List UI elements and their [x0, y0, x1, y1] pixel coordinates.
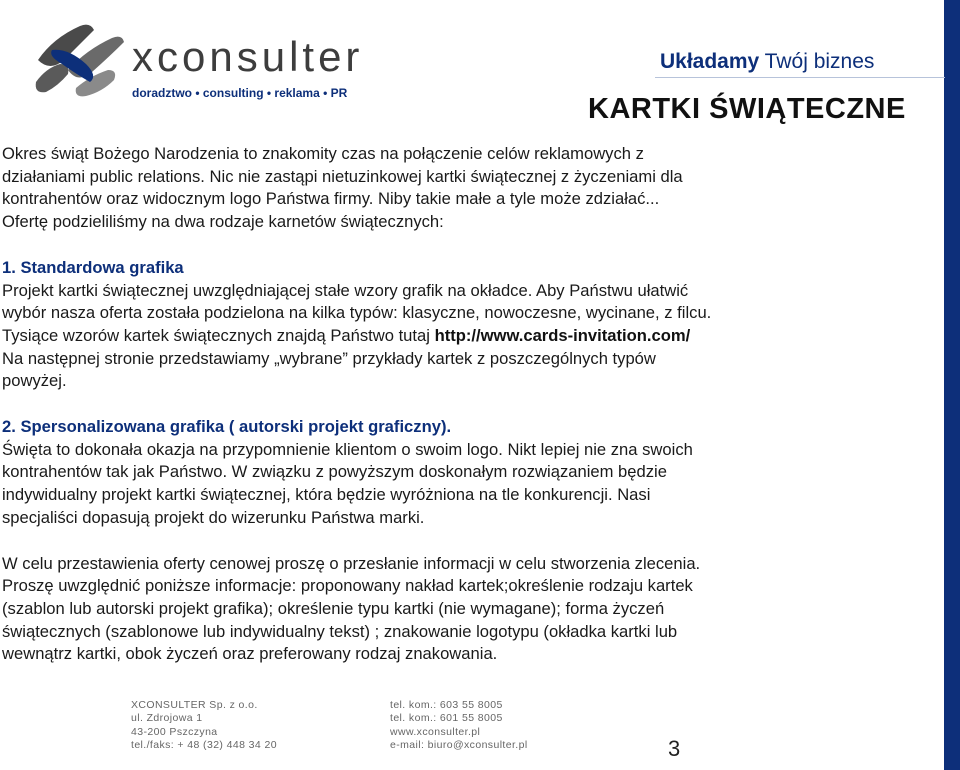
section-2-line: kontrahentów tak jak Państwo. W związku z powyższym doskonałym rozwiązaniem będzie: [2, 462, 667, 482]
section-1-line: Projekt kartki świątecznej uwzględniającej stałe wzory grafik na okładce. Aby Państwu ułatwić: [2, 280, 689, 300]
brand-tagline: doradztwo • consulting • reklama • PR: [132, 86, 348, 100]
cards-invitation-link[interactable]: http://www.cards-invitation.com/: [434, 325, 691, 345]
intro-line: kontrahentów oraz widocznym logo Państwa firmy. Niby takie małe a tyle może zdziałać...: [2, 189, 660, 209]
footer-company: XCONSULTER Sp. z o.o.: [131, 699, 258, 711]
closing-line: wewnątrz kartki, obok życzeń oraz preferowany rodzaj znakowania.: [2, 644, 498, 664]
slogan-bold: Układamy: [660, 50, 760, 73]
brand-name: xconsulter: [132, 33, 364, 80]
closing-line: świątecznych (szablonowe lub indywidualny tekst) ; znakowanie logotypu (okładka kartki lub: [2, 621, 678, 641]
intro-line: działaniami public relations. Nic nie zastąpi nietuzinkowej kartki świątecznej z życzeniami dla: [2, 166, 683, 186]
link-prefix: Tysiące wzorów kartek świątecznych znajdą Państwo tutaj: [2, 325, 435, 345]
header-rule: [655, 77, 945, 78]
slogan: [660, 50, 874, 74]
footer-mobile-2: tel. kom.: 601 55 8005: [390, 712, 503, 725]
footer-street: ul. Zdrojowa 1: [131, 712, 203, 725]
footer-address: [131, 699, 277, 753]
right-edge-bar: [944, 0, 960, 770]
footer-phone-fax: tel./faks: + 48 (32) 448 34 20: [131, 739, 277, 752]
section-1-line: wybór nasza oferta została podzielona na kilka typów: klasyczne, nowoczesne, wycinane, z filcu.: [2, 303, 712, 323]
section-1-line: powyżej.: [2, 371, 67, 391]
intro-line: Okres świąt Bożego Narodzenia to znakomity czas na połączenie celów reklamowych z: [2, 144, 644, 163]
section-2-title: 2. Spersonalizowana grafika ( autorski projekt graficzny).: [2, 417, 452, 437]
slogan-rest: Twój biznes: [759, 50, 875, 73]
footer-city: 43-200 Pszczyna: [131, 725, 218, 738]
footer-mobile-1: tel. kom.: 603 55 8005: [390, 699, 503, 711]
intro-line: Ofertę podzieliliśmy na dwa rodzaje karnetów świątecznych:: [2, 212, 444, 232]
footer-contact: [390, 699, 528, 753]
closing-line: (szablon lub autorski projekt grafika); określenie typu kartki (nie wymagane); forma życzeń: [2, 598, 665, 618]
section-1-link-line: [2, 325, 822, 348]
page-number: 3: [668, 736, 681, 761]
section-1-title: 1. Standardowa grafika: [2, 257, 184, 277]
section-1-line: Na następnej stronie przedstawiamy „wybrane” przykłady kartek z poszczególnych typów: [2, 348, 656, 368]
xconsulter-logo-icon: [28, 20, 128, 102]
section-2-line: indywidualny projekt kartki świątecznej, która będzie wyróżniona na tle konkurencji. Nasi: [2, 485, 651, 505]
section-2-line: specjaliści dopasują projekt do wizerunku Państwa marki.: [2, 507, 425, 527]
closing-line: Proszę uwzględnić poniższe informacje: proponowany nakład kartek;określenie rodzaju kartek: [2, 576, 693, 596]
closing-line: W celu przestawienia oferty cenowej proszę o przesłanie informacji w celu stworzenia zlecenia.: [2, 553, 701, 573]
footer-email-link[interactable]: e-mail: biuro@xconsulter.pl: [390, 739, 528, 752]
section-2-line: Święta to dokonała okazja na przypomnienie klientom o swoim logo. Nikt lepiej nie zna swoich: [2, 439, 693, 459]
footer-website-link[interactable]: www.xconsulter.pl: [390, 725, 481, 738]
page-title: KARTKI ŚWIĄTECZNE: [588, 93, 906, 125]
document-body: [2, 143, 822, 666]
